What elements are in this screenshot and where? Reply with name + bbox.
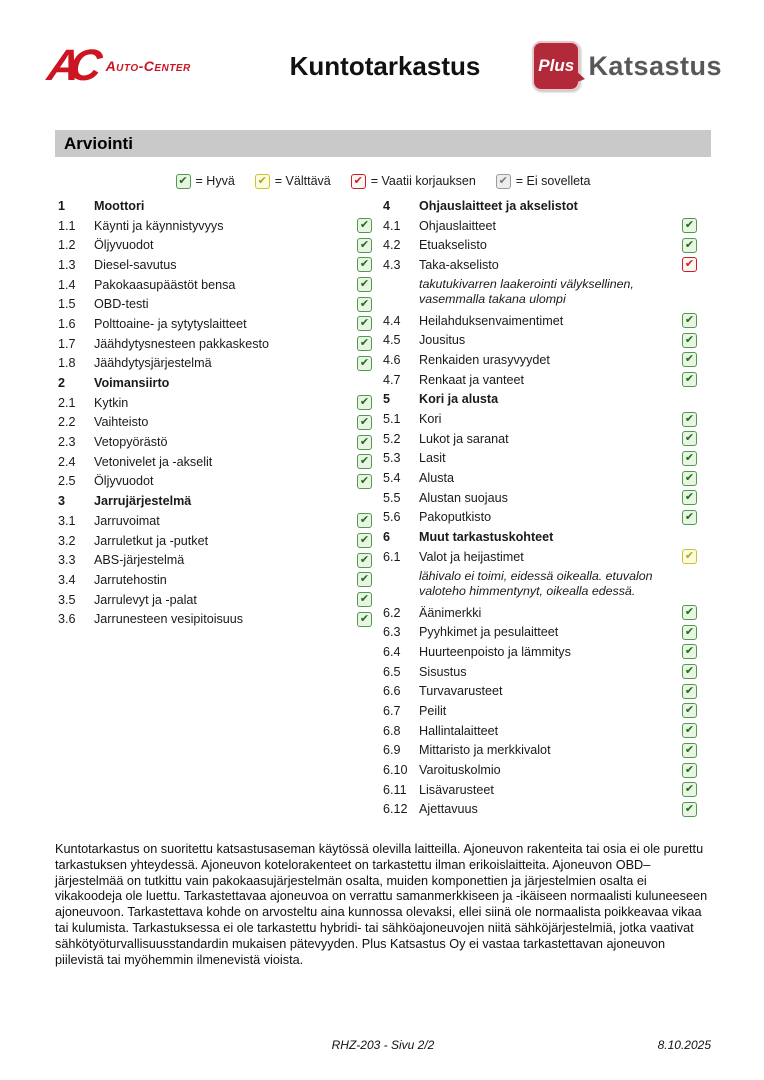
item-label: OBD-testi [94, 297, 149, 312]
item-number: 1.3 [58, 257, 76, 272]
item-label: Pyyhkimet ja pesulaitteet [419, 625, 559, 640]
item-label: Sisustus [419, 664, 467, 679]
check-icon-repair: ✔ [351, 174, 366, 189]
check-icon-good: ✔ [682, 703, 697, 718]
inspection-row [58, 550, 372, 570]
item-label: Vaihteisto [94, 415, 149, 430]
item-label: Pakokaasupäästöt bensa [94, 277, 236, 292]
inspection-row [383, 547, 697, 567]
section-row [383, 196, 697, 216]
item-number: 1.7 [58, 336, 76, 351]
inspection-row [58, 334, 372, 354]
item-number: 5.4 [383, 471, 401, 486]
item-label: Heilahduksenvaimentimet [419, 313, 564, 328]
check-icon-good: ✔ [357, 474, 372, 489]
check-icon-good: ✔ [682, 723, 697, 738]
item-label: Öljyvuodot [94, 238, 154, 253]
inspection-column-right [383, 196, 697, 819]
item-number: 3 [58, 494, 66, 509]
check-icon-good: ✔ [682, 802, 697, 817]
item-label: Jousitus [419, 333, 466, 348]
check-icon-good: ✔ [682, 490, 697, 505]
item-number: 4.7 [383, 372, 401, 387]
check-icon-good: ✔ [357, 218, 372, 233]
item-label: Jäähdytysnesteen pakkaskesto [94, 336, 270, 351]
item-number: 1 [58, 198, 66, 213]
inspection-row [383, 370, 697, 390]
inspection-row [383, 235, 697, 255]
item-label: Jarrutehostin [94, 572, 167, 587]
auto-center-logo-text: Auto-Center [105, 58, 191, 74]
item-label: Kori [419, 412, 442, 427]
item-label: ABS-järjestelmä [94, 553, 185, 568]
check-icon-good: ✔ [357, 572, 372, 587]
check-icon-good: ✔ [357, 415, 372, 430]
inspection-row [58, 432, 372, 452]
item-number: 3.2 [58, 533, 76, 548]
item-label: Äänimerkki [419, 605, 482, 620]
inspection-row [383, 429, 697, 449]
inspection-row [58, 294, 372, 314]
page-footer [55, 1038, 711, 1054]
item-label: Diesel-savutus [94, 257, 177, 272]
item-label: Jäähdytysjärjestelmä [94, 356, 212, 371]
legend-label: = Ei sovelleta [515, 174, 591, 188]
item-remark: takutukivarren laakerointi välyksellinen, vasemmalla takana ulompi [419, 276, 634, 307]
inspection-row [58, 314, 372, 334]
item-label: Huurteenpoisto ja lämmitys [419, 644, 571, 659]
legend-label: = Vaatii korjauksen [370, 174, 476, 188]
item-number: 3.3 [58, 553, 76, 568]
legend-item-good [176, 174, 235, 189]
inspection-row [383, 642, 697, 662]
item-number: 6.2 [383, 605, 401, 620]
legend-item-fair [255, 174, 331, 189]
auto-center-logo [44, 41, 238, 90]
section-row [58, 196, 372, 216]
item-number: 5 [383, 392, 391, 407]
item-label: Varoituskolmio [419, 763, 501, 778]
item-number: 2 [58, 376, 66, 391]
item-number: 4.5 [383, 333, 401, 348]
check-icon-good: ✔ [682, 684, 697, 699]
inspection-row [383, 662, 697, 682]
item-number: 5.2 [383, 431, 401, 446]
check-icon-good: ✔ [357, 612, 372, 627]
inspection-row [383, 409, 697, 429]
footer-date: 8.10.2025 [657, 1038, 711, 1052]
item-number: 1.2 [58, 238, 76, 253]
disclaimer-text: Kuntotarkastus on suoritettu katsastusaseman käytössä olevilla laitteilla. Ajoneuvon rakenteita tai osia ei ole purettu tarkastuksen yhteydessä. Ajoneuvon kotelorakenteet on tarkastettu ilman erikoislaitteita. Ajoneuvon OBD–järjestelmää on tutkittu vain pakokaasujärjestelmän osalta, muiden komponettien ja järjestelmien osalta ei vikakoodeja ole luettu. Tarkastettavaa ajoneuvoa on verrattu samanmerkkiseen ja -ikäiseen normaalisti kuluneeseen ajoneuvoon. Tarkastettava kohde on arvosteltu aina kunnossa olevaksi, ellei siinä ole normaalista poikkeavaa vikaa tai kulumista. Tarkastuksessa ei ole tarkastettu hybridi- tai sähköajoneuvojen niitä sähköjärjestelmiä, jotka vaativat sähkötyöturvallisuusstandardin mukaisen pätevyyden. Plus Katsastus Oy ei vastaa tarkastettavan ajoneuvon piilevistä tai myöhemmin ilmenevistä vioista. [55, 842, 708, 967]
inspection-row [58, 570, 372, 590]
section-title: Moottori [94, 198, 145, 213]
check-icon-good: ✔ [357, 533, 372, 548]
inspection-row [383, 760, 697, 780]
item-number: 6 [383, 530, 391, 545]
status-legend [55, 171, 711, 191]
inspection-row [383, 216, 697, 236]
item-number: 2.2 [58, 415, 76, 430]
item-number: 3.4 [58, 572, 76, 587]
item-number: 1.6 [58, 316, 76, 331]
inspection-row [58, 235, 372, 255]
inspection-row [58, 275, 372, 295]
check-icon-good: ✔ [682, 218, 697, 233]
item-label: Vetonivelet ja -akselit [94, 454, 213, 469]
auto-center-logo-mark: AC [44, 41, 96, 90]
item-number: 4.1 [383, 218, 401, 233]
check-icon-repair: ✔ [682, 257, 697, 272]
check-icon-good: ✔ [682, 605, 697, 620]
item-label: Mittaristo ja merkkivalot [419, 743, 551, 758]
item-remark: lähivalo ei toimi, eidessä oikealla. etuvalon valoteho himmentynyt, oikealla edessä. [419, 568, 653, 599]
check-icon-good: ✔ [357, 238, 372, 253]
item-number: 5.1 [383, 412, 401, 427]
item-label: Kytkin [94, 395, 129, 410]
item-label: Lasit [419, 451, 446, 466]
item-number: 6.11 [383, 782, 407, 797]
inspection-row [383, 622, 697, 642]
item-number: 3.5 [58, 592, 76, 607]
legend-label: = Välttävä [274, 174, 331, 188]
section-row [383, 390, 697, 410]
item-number: 2.5 [58, 474, 76, 489]
check-icon-good: ✔ [682, 471, 697, 486]
item-label: Vetopyörästö [94, 435, 168, 450]
check-icon-good: ✔ [682, 313, 697, 328]
item-label: Hallintalaitteet [419, 723, 499, 738]
legend-item-repair [351, 174, 476, 189]
item-number: 1.4 [58, 277, 76, 292]
item-number: 4 [383, 198, 391, 213]
item-number: 1.8 [58, 356, 76, 371]
check-icon-good: ✔ [682, 333, 697, 348]
section-title: Jarrujärjestelmä [94, 494, 192, 509]
section-header-label: Arviointi [64, 133, 133, 153]
item-number: 6.8 [383, 723, 401, 738]
item-number: 4.6 [383, 352, 401, 367]
item-label: Turvavarusteet [419, 684, 503, 699]
item-number: 5.5 [383, 490, 401, 505]
check-icon-good: ✔ [357, 297, 372, 312]
item-label: Jarruvoimat [94, 513, 160, 528]
page-title: Kuntotarkastus [289, 50, 481, 81]
check-icon-good: ✔ [682, 238, 697, 253]
item-label: Peilit [419, 703, 447, 718]
item-number: 1.5 [58, 297, 76, 312]
inspection-row [58, 452, 372, 472]
section-title: Kori ja alusta [419, 392, 499, 407]
section-row [58, 491, 372, 511]
item-number: 6.4 [383, 644, 401, 659]
item-number: 6.6 [383, 684, 401, 699]
item-number: 2.3 [58, 435, 76, 450]
check-icon-good: ✔ [682, 763, 697, 778]
item-label: Ajettavuus [419, 802, 478, 817]
section-title: Muut tarkastuskohteet [419, 530, 554, 545]
inspection-row [58, 472, 372, 492]
check-icon-good: ✔ [357, 592, 372, 607]
check-icon-good: ✔ [682, 664, 697, 679]
item-number: 5.3 [383, 451, 401, 466]
item-label: Jarrulevyt ja -palat [94, 592, 197, 607]
item-label: Ohjauslaitteet [419, 218, 497, 233]
inspection-row [58, 393, 372, 413]
check-icon-good: ✔ [357, 553, 372, 568]
inspection-row [383, 488, 697, 508]
check-icon-good: ✔ [682, 352, 697, 367]
item-number: 6.1 [383, 549, 401, 564]
check-icon-good: ✔ [682, 431, 697, 446]
item-label: Lisävarusteet [419, 782, 494, 797]
check-icon-good: ✔ [357, 513, 372, 528]
inspection-row [383, 330, 697, 350]
plus-badge-text: Plus [538, 56, 575, 75]
check-icon-good: ✔ [357, 454, 372, 469]
check-icon-good: ✔ [682, 644, 697, 659]
item-label: Jarruletkut ja -putket [94, 533, 209, 548]
legend-item-na [496, 174, 591, 189]
inspection-row [383, 701, 697, 721]
item-number: 2.1 [58, 395, 76, 410]
check-icon-good: ✔ [682, 625, 697, 640]
item-number: 1.1 [58, 218, 76, 233]
check-icon-good: ✔ [682, 372, 697, 387]
section-title: Ohjauslaitteet ja akselistot [419, 198, 578, 213]
legend-label: = Hyvä [195, 174, 235, 188]
inspection-row [383, 508, 697, 528]
check-icon-good: ✔ [357, 257, 372, 272]
section-title: Voimansiirto [94, 376, 170, 391]
item-label: Renkaat ja vanteet [419, 372, 525, 387]
section-row [58, 373, 372, 393]
item-label: Jarrunesteen vesipitoisuus [94, 612, 244, 627]
inspection-row [383, 681, 697, 701]
check-icon-good: ✔ [357, 277, 372, 292]
item-number: 4.3 [383, 257, 401, 272]
inspection-row [58, 609, 372, 629]
item-label: Käynti ja käynnistyvyys [94, 218, 224, 233]
item-number: 4.2 [383, 238, 401, 253]
inspection-column-left [58, 196, 372, 629]
item-number: 6.12 [383, 802, 408, 817]
item-label: Polttoaine- ja sytytyslaitteet [94, 316, 247, 331]
item-number: 3.6 [58, 612, 76, 627]
check-icon-fair: ✔ [255, 174, 270, 189]
item-number: 2.4 [58, 454, 76, 469]
plus-badge-tail-icon [575, 70, 585, 83]
report-header [44, 34, 722, 98]
item-label: Öljyvuodot [94, 474, 154, 489]
item-label: Lukot ja saranat [419, 431, 509, 446]
item-number: 6.3 [383, 625, 401, 640]
inspection-row [58, 255, 372, 275]
inspection-row [383, 468, 697, 488]
item-label: Taka-akselisto [419, 257, 499, 272]
check-icon-fair: ✔ [682, 549, 697, 564]
check-icon-good: ✔ [682, 412, 697, 427]
inspection-row [58, 590, 372, 610]
check-icon-good: ✔ [682, 451, 697, 466]
check-icon-good: ✔ [357, 395, 372, 410]
item-number: 4.4 [383, 313, 401, 328]
check-icon-good: ✔ [357, 435, 372, 450]
inspection-row [383, 721, 697, 741]
check-icon-good: ✔ [357, 316, 372, 331]
check-icon-good: ✔ [357, 356, 372, 371]
item-number: 3.1 [58, 513, 76, 528]
item-label: Pakoputkisto [419, 510, 492, 525]
item-number: 5.6 [383, 510, 401, 525]
item-number: 6.9 [383, 743, 401, 758]
plus-katsastus-logo [532, 41, 722, 91]
item-label: Etuakselisto [419, 238, 487, 253]
check-icon-good: ✔ [682, 782, 697, 797]
katsastus-logo-text: Katsastus [588, 50, 722, 81]
section-row [383, 527, 697, 547]
inspection-row [383, 255, 697, 275]
inspection-row [383, 350, 697, 370]
check-icon-na: ✔ [496, 174, 511, 189]
inspection-row [58, 413, 372, 433]
inspection-row [383, 449, 697, 469]
check-icon-good: ✔ [357, 336, 372, 351]
item-number: 6.10 [383, 763, 408, 778]
check-icon-good: ✔ [176, 174, 191, 189]
item-label: Valot ja heijastimet [419, 549, 524, 564]
item-label: Alustan suojaus [419, 490, 508, 505]
section-header-bar [55, 130, 711, 157]
item-label: Renkaiden urasyvyydet [419, 352, 550, 367]
item-label: Alusta [419, 471, 455, 486]
item-number: 6.7 [383, 703, 401, 718]
inspection-row [383, 741, 697, 761]
inspection-row [383, 780, 697, 800]
plus-badge-icon [532, 41, 580, 91]
check-icon-good: ✔ [682, 743, 697, 758]
inspection-row [383, 800, 697, 820]
inspection-row [58, 354, 372, 374]
inspection-row [383, 311, 697, 331]
check-icon-good: ✔ [682, 510, 697, 525]
footer-plate-page: RHZ-203 - Sivu 2/2 [331, 1038, 435, 1052]
inspection-row [58, 531, 372, 551]
item-number: 6.5 [383, 664, 401, 679]
inspection-row [383, 603, 697, 623]
inspection-row [58, 511, 372, 531]
inspection-row [58, 216, 372, 236]
